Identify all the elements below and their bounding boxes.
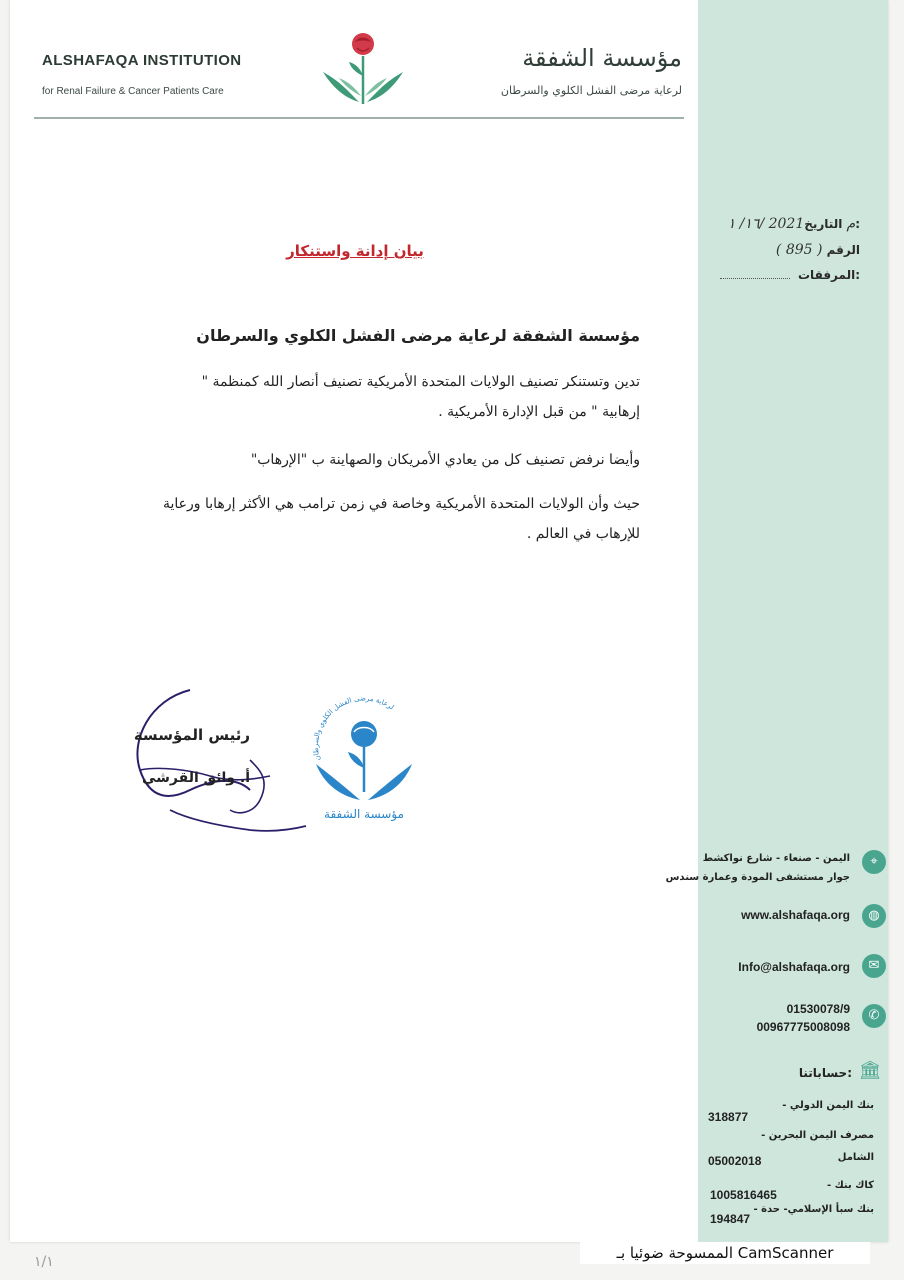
date-line	[710, 216, 860, 232]
email-icon: ✉	[862, 954, 886, 978]
bank-number-3: 05002018	[708, 1154, 762, 1168]
bank-name-4: - كاك بنك	[826, 1180, 874, 1191]
email-row	[698, 954, 888, 984]
website-row	[698, 904, 888, 934]
website-link[interactable]: www.alshafaqa.org	[741, 908, 850, 922]
reference-label: الرقم	[826, 243, 860, 257]
page-number: ١/١	[34, 1254, 54, 1270]
address-line-2: جوار مستشفى المودة وعمارة سندس	[665, 872, 850, 883]
paragraph-2: وأيضا نرفض تصنيف كل من يعادي الأمريكان والصهاينة ب "الإرهاب"	[250, 452, 640, 468]
bank-number-4: 1005816465	[710, 1188, 777, 1202]
location-icon: ⌖	[862, 850, 886, 874]
bank-number-5: 194847	[710, 1212, 751, 1226]
date-label: التاريخ:	[804, 217, 860, 231]
signatory-name: أ. وائق القرشي	[141, 770, 250, 786]
header-divider	[34, 117, 684, 119]
accounts-title: حساباتنا:	[798, 1066, 852, 1080]
bank-icon: 🏛	[858, 1060, 882, 1081]
attachments-label: المرفقات:	[798, 268, 860, 282]
paragraph-3-line-1: حيث وأن الولايات المتحدة الأمريكية وخاصة في زمن ترامب هي الأكثر إرهابا ورعاية	[163, 496, 640, 512]
phone-number-2: 00967775008098	[756, 1020, 850, 1034]
institution-stamp	[302, 690, 427, 830]
bank-name-5: - بنك سبأ الإسلامي- حدة	[753, 1204, 874, 1215]
address-row	[665, 850, 888, 890]
phone-row	[698, 1000, 888, 1040]
reference-value: ( 895 )	[775, 242, 823, 258]
stamp-arc-text: لرعاية مرضى الفشل الكلوي والسرطان	[311, 694, 396, 762]
paragraph-1-line-1: تدين وتستنكر تصنيف الولايات المتحدة الأمريكية تصنيف أنصار الله كمنظمة "	[201, 374, 640, 390]
phone-icon: ✆	[862, 1004, 886, 1028]
rose-logo-icon	[315, 28, 411, 112]
attachments-blank	[720, 278, 790, 279]
stamp-bottom-text: مؤسسة الشفقة	[324, 807, 404, 821]
letter-subject: بيان إدانة واستنكار	[286, 242, 424, 260]
reference-line	[710, 242, 860, 258]
letter-org-line: مؤسسة الشفقة لرعاية مرضى الفشل الكلوي والسرطان	[196, 326, 640, 345]
bank-row-2	[698, 1130, 874, 1146]
address-line-1: اليمن - صنعاء - شارع نواكشط	[702, 853, 850, 864]
phone-number-1: 01530078/9	[786, 1002, 850, 1016]
signatory-title: رئيس المؤسسة	[133, 726, 250, 744]
paragraph-3-line-2: للإرهاب في العالم .	[526, 526, 640, 542]
date-value: ١٦/ ١/ 2021م	[727, 216, 856, 232]
email-link[interactable]: Info@alshafaqa.org	[738, 960, 850, 974]
org-arabic-title: مؤسسة الشفقة	[522, 44, 682, 72]
org-english-subtitle: for Renal Failure & Cancer Patients Care	[42, 86, 224, 97]
contact-sidebar	[698, 0, 888, 1242]
bank-name-3: الشامل	[837, 1152, 874, 1163]
org-arabic-subtitle: لرعاية مرضى الفشل الكلوي والسرطان	[500, 84, 682, 97]
globe-icon: ◍	[862, 904, 886, 928]
bank-name-2: - مصرف اليمن البحرين	[761, 1130, 874, 1141]
bank-number-1: 318877	[708, 1110, 749, 1124]
attachments-line	[710, 268, 860, 282]
paragraph-1-line-2: إرهابية " من قبل الإدارة الأمريكية .	[438, 404, 640, 420]
camscanner-watermark: الممسوحة ضوئيا بـ CamScanner	[580, 1242, 870, 1264]
org-english-title: ALSHAFAQA INSTITUTION	[42, 52, 242, 69]
handwritten-signature	[130, 680, 310, 850]
bank-name-1: - بنك اليمن الدولي	[782, 1100, 874, 1111]
letter-page	[10, 0, 888, 1242]
